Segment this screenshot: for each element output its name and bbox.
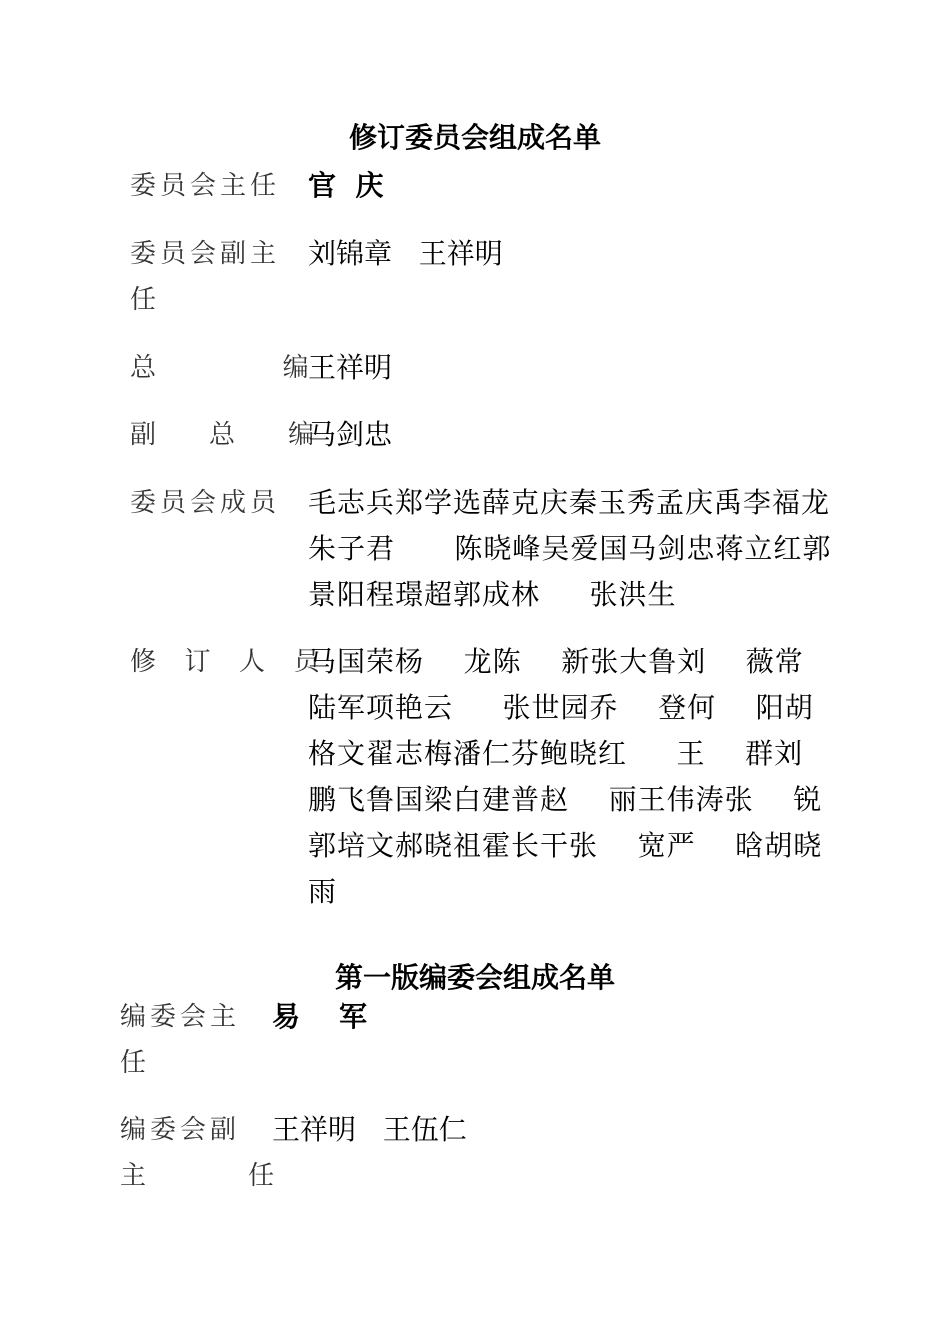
vice-chair-label-line2: 任: [130, 285, 161, 315]
chair-value: 官 庆: [308, 169, 384, 202]
board-vice-chair-value: 王祥明 王伍仁: [272, 1113, 467, 1146]
board-vice-chair-label-line2: 主 任: [120, 1161, 279, 1191]
board-chair-label-line1: 编委会主: [120, 1002, 241, 1032]
section2-title: 第一版编委会组成名单: [334, 961, 615, 994]
board-chair-label-line2: 任: [120, 1048, 151, 1078]
section1-title: 修订委员会组成名单: [348, 121, 601, 154]
members-label: 委员会成员: [130, 488, 281, 518]
members-list: 毛志兵郑学选薛克庆秦玉秀孟庆禹李福龙朱子君 陈晓峰吴爱国马剑忠蒋立红郭景阳程璟超郭成林 张洪生: [308, 486, 832, 611]
board-chair-value: 易 军: [272, 1000, 367, 1033]
board-vice-chair-label-line1: 编委会副: [120, 1115, 241, 1145]
chair-label: 委员会主任: [130, 171, 281, 201]
deputy-editor-label: 副 总 编: [130, 420, 319, 450]
vice-chair-label-line1: 委员会副主: [130, 239, 281, 269]
editor-value: 王祥明: [308, 351, 393, 384]
revisers-label: 修 订 人 员: [130, 647, 324, 677]
editor-label: 总 编: [130, 353, 313, 383]
revisers-list: 马国荣杨 龙陈 新张大鲁刘 薇常陆军项艳云 张世园乔 登何 阳胡格文翟志梅潘仁芬鲍晓红 王 群刘鹏飞鲁国梁白建普赵 丽王伟涛张 锐郭培文郝晓祖霍长干张 宽严 晗胡晓雨: [308, 645, 823, 908]
vice-chair-value: 刘锦章 王祥明: [308, 237, 503, 270]
deputy-editor-value: 马剑忠: [308, 418, 393, 451]
